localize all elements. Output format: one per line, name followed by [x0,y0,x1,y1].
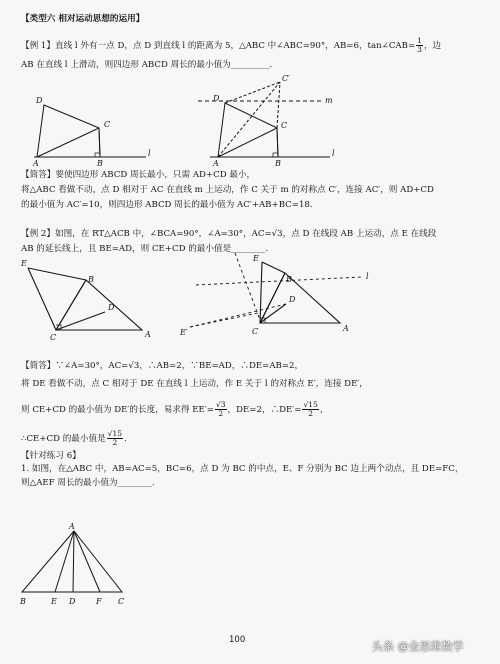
section-title: 【类型六 相对运动思想的运用】 [21,14,145,24]
fig2-label-Cp: C′ [282,74,290,83]
answer2-line2: 将 DE 看做不动，点 C 相对于 DE 在直线 l 上运动，作 E 关于 l 的对称点 E′，连接 DE′， [21,379,368,389]
fig5-label-C: C [118,597,125,606]
answer2-line4: ∴CE+CD 的最小值是 $\frac{√15}{2}$ . [21,429,127,447]
example1-line2: AB 在直线 l 上滑动，则四边形 ABCD 周长的最小值为_________. [21,60,273,70]
practice-title: 【针对练习 6】 [21,451,81,461]
fig2-label-D: D [213,94,220,103]
fig4-label-Ep: E′ [180,328,188,337]
example2-line1: 【例 2】如图，在 RT△ACB 中，∠BCA=90°，∠A=30°，AC=√3，点 D 在线段 AB 上运动，点 E 在线段 [21,229,437,239]
example2-line2: AB 的延长线上，且 BE=AD，则 CE+CD 的最小值是________. [21,244,269,254]
answer2-line1: 【简答】∵∠A=30°，AC=√3，∴AB=2，∵BE=AD，∴DE=AB=2， [21,361,304,371]
fig1-label-B: B [97,159,103,168]
fig5-label-B: B [20,597,26,606]
fig2-label-A: A [213,159,219,168]
answer1-line3: 的最小值为 AC′=10，则四边形 ABCD 周长的最小值为 AC′+AB+BC=18. [21,200,313,210]
practice-line1: 1. 如图，在△ABC 中，AB=AC=5，BC=6，点 D 为 BC 的中点，E、F 分别为 BC 边上两个动点，且 DE=FC， [21,464,464,474]
answer1-line2: 将△ABC 看做不动，点 D 相对于 AC 在直线 m 上运动，作 C 关于 m 的对称点 C′，连接 AC′，则 AD+CD [21,185,434,195]
fig4-label-D: D [289,295,296,304]
fig4-label-E: E [253,254,259,263]
fig5-label-D: D [69,597,76,606]
page-number: 100 [229,635,246,645]
fig3-label-C: C [50,333,57,342]
fig3-label-E: E [21,259,27,268]
answer1-line1: 【简答】要使四边形 ABCD 周长最小，只需 AD+CD 最小， [21,170,256,180]
fig3-label-A: A [145,330,151,339]
fig5-label-E: E [51,597,57,606]
practice-line2: 则△AEF 周长的最小值为________. [21,478,155,488]
watermark: 头条 @金思维数学 [372,640,464,653]
fig1-label-l: l [148,149,151,158]
fig2-label-B: B [275,159,281,168]
fraction-de-prime: $\frac{√15}{2}$ [303,400,318,418]
fraction-result: $\frac{√15}{2}$ [107,429,123,447]
fig5-label-F: F [96,597,102,606]
fig3-label-D: D [108,303,115,312]
fig1-label-C: C [104,120,111,129]
fig5-label-A: A [69,522,75,531]
fig4-label-B: B [286,275,292,284]
fig1-label-A: A [33,159,39,168]
fig4-label-A: A [343,324,349,333]
answer2-line3: 则 CE+CD 的最小值为 DE′的长度，易求得 EE′= $\frac{√3}{2}$ ，DE=2，∴DE′= $\frac{√15}{2}$ ， [21,400,329,418]
fig3-label-B: B [88,275,94,284]
fig4-label-l: l [366,272,369,281]
fraction-tan: $\frac{1}{3}$ [417,36,422,54]
example1-line1: 【例 1】直线 l 外有一点 D，点 D 到直线 l 的距离为 5，△ABC 中∠ABC=90°，AB=6，tan∠CAB= $\frac{1}{3}$ ，边 [21,36,442,54]
fig1-label-D: D [36,96,43,105]
fig2-label-l: l [332,149,335,158]
fraction-ee: $\frac{√3}{2}$ [215,400,226,418]
fig4-label-C: C [252,327,259,336]
fig2-label-C: C [281,121,288,130]
fig2-label-m: m [325,96,333,105]
